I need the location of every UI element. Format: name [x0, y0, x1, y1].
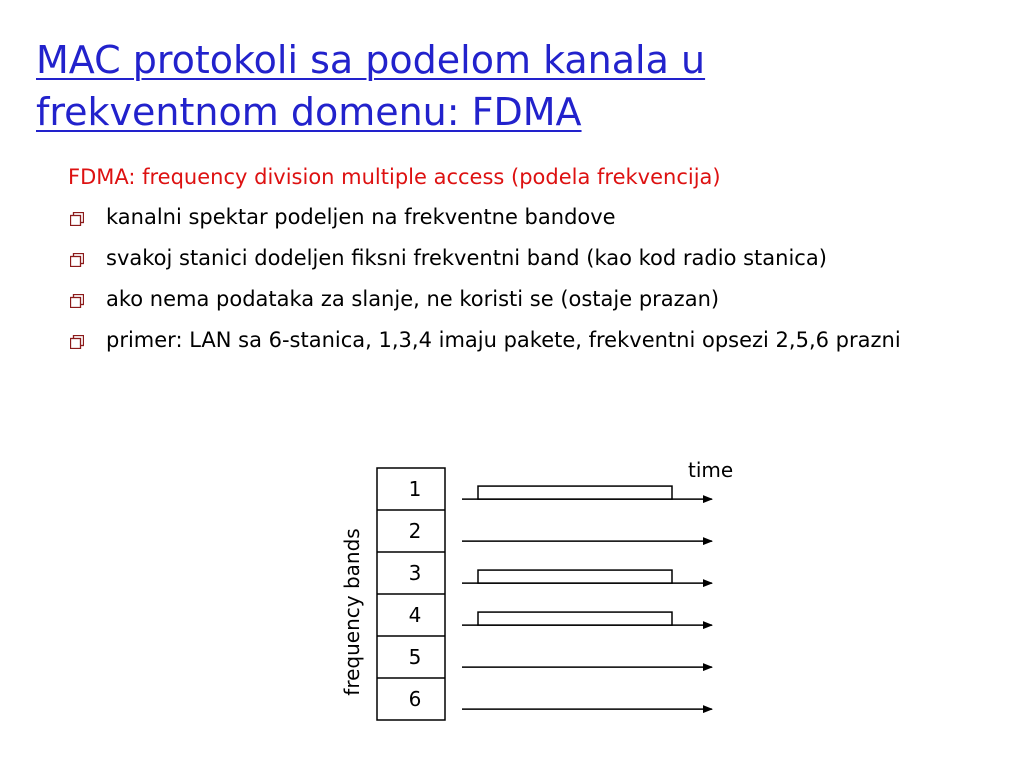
- checkbox-bullet-icon: [70, 253, 84, 267]
- band-label: 5: [408, 645, 422, 669]
- bullet-text: kanalni spektar podeljen na frekventne bandove: [106, 205, 616, 229]
- slide-subtitle: FDMA: frequency division multiple access (podela frekvencija): [68, 165, 721, 189]
- bullet-list: [68, 200, 968, 364]
- band-packet: [478, 612, 672, 625]
- band-label: 4: [408, 603, 422, 627]
- checkbox-bullet-icon: [70, 335, 84, 349]
- time-label: time: [688, 458, 734, 482]
- fdma-diagram: [320, 450, 760, 740]
- slide-title-line-1: MAC protokoli sa podelom kanala u: [36, 38, 706, 82]
- bullet-item: [68, 241, 968, 276]
- checkbox-bullet-icon: [70, 294, 84, 308]
- bullet-text: ako nema podataka za slanje, ne koristi se (ostaje prazan): [106, 287, 720, 311]
- band-label: 1: [408, 477, 422, 501]
- band-label: 2: [408, 519, 422, 543]
- bullet-text: primer: LAN sa 6-stanica, 1,3,4 imaju pakete, frekventni opsezi 2,5,6 prazni: [106, 328, 901, 352]
- bands-layer: [377, 477, 712, 711]
- band-label: 3: [408, 561, 422, 585]
- checkbox-bullet-icon: [70, 212, 84, 226]
- band-packet: [478, 570, 672, 583]
- bullet-text: svakoj stanici dodeljen fiksni frekventni band (kao kod radio stanica): [106, 246, 827, 270]
- frequency-bands-axis-label: frequency bands: [340, 528, 364, 696]
- band-packet: [478, 486, 672, 499]
- slide-title: [36, 34, 996, 138]
- bullet-item: [68, 323, 968, 358]
- bullet-item: [68, 282, 968, 317]
- band-label: 6: [408, 687, 422, 711]
- bullet-item: [68, 200, 968, 235]
- slide-title-line-2: frekventnom domenu: FDMA: [36, 90, 582, 134]
